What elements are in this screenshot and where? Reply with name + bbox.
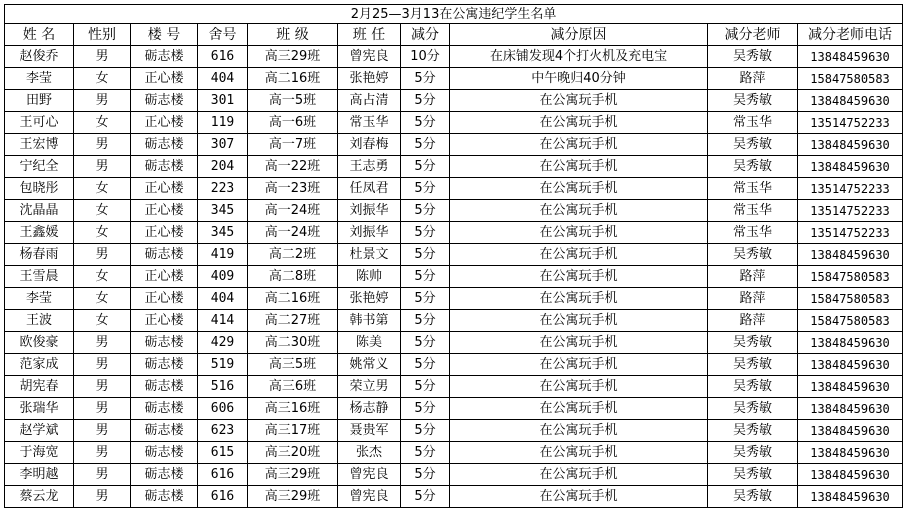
cell-gender: 女 <box>74 310 131 332</box>
cell-building: 砺志楼 <box>131 354 198 376</box>
cell-class: 高三5班 <box>248 354 338 376</box>
cell-gender: 女 <box>74 222 131 244</box>
cell-room: 345 <box>198 200 248 222</box>
table-row <box>5 420 903 442</box>
cell-room: 119 <box>198 112 248 134</box>
cell-deducting-teacher: 吴秀敏 <box>708 420 798 442</box>
cell-deducting-teacher: 吴秀敏 <box>708 464 798 486</box>
cell-teacher-phone: 13848459630 <box>798 354 903 376</box>
cell-head-teacher: 荣立男 <box>338 376 401 398</box>
cell-deducting-teacher: 吴秀敏 <box>708 442 798 464</box>
cell-building: 砺志楼 <box>131 398 198 420</box>
cell-head-teacher: 韩书第 <box>338 310 401 332</box>
cell-name: 胡宪春 <box>5 376 74 398</box>
cell-gender: 女 <box>74 288 131 310</box>
cell-gender: 男 <box>74 332 131 354</box>
cell-deducting-teacher: 吴秀敏 <box>708 90 798 112</box>
cell-gender: 男 <box>74 156 131 178</box>
cell-class: 高一24班 <box>248 200 338 222</box>
cell-head-teacher: 任凤君 <box>338 178 401 200</box>
cell-deduction: 5分 <box>401 288 450 310</box>
cell-building: 砺志楼 <box>131 442 198 464</box>
cell-deducting-teacher: 常玉华 <box>708 200 798 222</box>
cell-deducting-teacher: 吴秀敏 <box>708 398 798 420</box>
cell-name: 王可心 <box>5 112 74 134</box>
table-row <box>5 156 903 178</box>
cell-deducting-teacher: 路萍 <box>708 310 798 332</box>
cell-building: 正心楼 <box>131 310 198 332</box>
cell-building: 正心楼 <box>131 178 198 200</box>
cell-reason: 在公寓玩手机 <box>450 200 708 222</box>
cell-head-teacher: 张艳婷 <box>338 68 401 90</box>
cell-building: 砺志楼 <box>131 90 198 112</box>
cell-name: 赵俊乔 <box>5 46 74 68</box>
cell-teacher-phone: 13848459630 <box>798 332 903 354</box>
cell-building: 正心楼 <box>131 222 198 244</box>
cell-head-teacher: 王志勇 <box>338 156 401 178</box>
cell-teacher-phone: 15847580583 <box>798 68 903 90</box>
cell-teacher-phone: 13848459630 <box>798 134 903 156</box>
cell-name: 王雪晨 <box>5 266 74 288</box>
cell-gender: 男 <box>74 90 131 112</box>
cell-deducting-teacher: 吴秀敏 <box>708 376 798 398</box>
cell-reason: 在公寓玩手机 <box>450 354 708 376</box>
header-class: 班 级 <box>248 24 338 46</box>
cell-gender: 男 <box>74 354 131 376</box>
cell-deduction: 5分 <box>401 398 450 420</box>
cell-name: 包晓彤 <box>5 178 74 200</box>
cell-gender: 男 <box>74 442 131 464</box>
cell-deduction: 5分 <box>401 442 450 464</box>
header-gender: 性别 <box>74 24 131 46</box>
cell-class: 高三17班 <box>248 420 338 442</box>
cell-building: 砺志楼 <box>131 332 198 354</box>
cell-teacher-phone: 13848459630 <box>798 442 903 464</box>
table-row <box>5 442 903 464</box>
cell-class: 高一7班 <box>248 134 338 156</box>
cell-room: 409 <box>198 266 248 288</box>
header-head-teacher: 班 任 <box>338 24 401 46</box>
cell-building: 砺志楼 <box>131 486 198 508</box>
table-row <box>5 354 903 376</box>
cell-deduction: 5分 <box>401 156 450 178</box>
cell-class: 高一6班 <box>248 112 338 134</box>
cell-head-teacher: 聂贵军 <box>338 420 401 442</box>
cell-teacher-phone: 13848459630 <box>798 46 903 68</box>
violation-table <box>4 4 903 508</box>
cell-teacher-phone: 13848459630 <box>798 156 903 178</box>
cell-building: 砺志楼 <box>131 134 198 156</box>
cell-teacher-phone: 15847580583 <box>798 266 903 288</box>
cell-reason: 在公寓玩手机 <box>450 156 708 178</box>
cell-teacher-phone: 15847580583 <box>798 288 903 310</box>
table-row <box>5 178 903 200</box>
table-title: 2月25—3月13在公寓违纪学生名单 <box>5 5 903 24</box>
cell-class: 高二16班 <box>248 288 338 310</box>
cell-head-teacher: 张艳婷 <box>338 288 401 310</box>
cell-room: 307 <box>198 134 248 156</box>
table-row <box>5 46 903 68</box>
header-building: 楼 号 <box>131 24 198 46</box>
cell-deducting-teacher: 吴秀敏 <box>708 354 798 376</box>
table-row <box>5 464 903 486</box>
cell-building: 正心楼 <box>131 288 198 310</box>
cell-deduction: 5分 <box>401 464 450 486</box>
cell-building: 砺志楼 <box>131 156 198 178</box>
table-row <box>5 332 903 354</box>
cell-gender: 男 <box>74 244 131 266</box>
cell-deduction: 5分 <box>401 244 450 266</box>
table-row <box>5 310 903 332</box>
cell-reason: 中午晚归40分钟 <box>450 68 708 90</box>
cell-name: 李莹 <box>5 288 74 310</box>
cell-class: 高一24班 <box>248 222 338 244</box>
cell-reason: 在公寓玩手机 <box>450 310 708 332</box>
cell-class: 高三16班 <box>248 398 338 420</box>
cell-reason: 在公寓玩手机 <box>450 486 708 508</box>
cell-room: 623 <box>198 420 248 442</box>
table-row <box>5 134 903 156</box>
cell-deduction: 5分 <box>401 178 450 200</box>
cell-room: 616 <box>198 486 248 508</box>
cell-deduction: 5分 <box>401 310 450 332</box>
cell-head-teacher: 陈帅 <box>338 266 401 288</box>
cell-reason: 在公寓玩手机 <box>450 222 708 244</box>
cell-building: 砺志楼 <box>131 244 198 266</box>
cell-deduction: 5分 <box>401 112 450 134</box>
cell-reason: 在公寓玩手机 <box>450 90 708 112</box>
cell-deduction: 5分 <box>401 222 450 244</box>
cell-deduction: 5分 <box>401 200 450 222</box>
cell-reason: 在公寓玩手机 <box>450 442 708 464</box>
cell-class: 高二8班 <box>248 266 338 288</box>
header-name: 姓 名 <box>5 24 74 46</box>
cell-deducting-teacher: 吴秀敏 <box>708 332 798 354</box>
cell-reason: 在公寓玩手机 <box>450 464 708 486</box>
cell-class: 高三29班 <box>248 486 338 508</box>
cell-deducting-teacher: 吴秀敏 <box>708 46 798 68</box>
cell-building: 砺志楼 <box>131 464 198 486</box>
cell-gender: 男 <box>74 376 131 398</box>
table-row <box>5 90 903 112</box>
cell-class: 高二30班 <box>248 332 338 354</box>
table-row <box>5 376 903 398</box>
cell-teacher-phone: 13848459630 <box>798 398 903 420</box>
table-row <box>5 288 903 310</box>
cell-building: 砺志楼 <box>131 376 198 398</box>
cell-room: 404 <box>198 68 248 90</box>
cell-deducting-teacher: 路萍 <box>708 266 798 288</box>
header-row <box>5 24 903 46</box>
cell-building: 正心楼 <box>131 112 198 134</box>
cell-teacher-phone: 13848459630 <box>798 244 903 266</box>
cell-head-teacher: 张杰 <box>338 442 401 464</box>
cell-head-teacher: 刘振华 <box>338 200 401 222</box>
table-row <box>5 398 903 420</box>
cell-name: 蔡云龙 <box>5 486 74 508</box>
cell-head-teacher: 曾宪良 <box>338 46 401 68</box>
table-row <box>5 486 903 508</box>
table-row <box>5 222 903 244</box>
cell-room: 616 <box>198 464 248 486</box>
cell-reason: 在床铺发现4个打火机及充电宝 <box>450 46 708 68</box>
cell-name: 沈晶晶 <box>5 200 74 222</box>
cell-name: 王鑫媛 <box>5 222 74 244</box>
cell-deducting-teacher: 路萍 <box>708 288 798 310</box>
table-row <box>5 200 903 222</box>
cell-gender: 男 <box>74 398 131 420</box>
cell-name: 张瑞华 <box>5 398 74 420</box>
cell-gender: 男 <box>74 420 131 442</box>
cell-gender: 男 <box>74 486 131 508</box>
cell-room: 519 <box>198 354 248 376</box>
cell-gender: 男 <box>74 134 131 156</box>
cell-reason: 在公寓玩手机 <box>450 332 708 354</box>
cell-gender: 男 <box>74 464 131 486</box>
cell-room: 414 <box>198 310 248 332</box>
cell-name: 赵学斌 <box>5 420 74 442</box>
cell-deducting-teacher: 吴秀敏 <box>708 156 798 178</box>
cell-head-teacher: 姚常义 <box>338 354 401 376</box>
table-row <box>5 68 903 90</box>
cell-name: 范家成 <box>5 354 74 376</box>
cell-room: 223 <box>198 178 248 200</box>
cell-gender: 女 <box>74 68 131 90</box>
cell-deduction: 10分 <box>401 46 450 68</box>
header-teacher-phone: 减分老师电话 <box>798 24 903 46</box>
cell-head-teacher: 常玉华 <box>338 112 401 134</box>
cell-deduction: 5分 <box>401 420 450 442</box>
cell-gender: 女 <box>74 112 131 134</box>
cell-deducting-teacher: 路萍 <box>708 68 798 90</box>
cell-name: 李莹 <box>5 68 74 90</box>
cell-name: 于海宽 <box>5 442 74 464</box>
cell-class: 高二27班 <box>248 310 338 332</box>
cell-gender: 女 <box>74 178 131 200</box>
cell-head-teacher: 刘振华 <box>338 222 401 244</box>
cell-teacher-phone: 13514752233 <box>798 222 903 244</box>
cell-reason: 在公寓玩手机 <box>450 376 708 398</box>
cell-building: 正心楼 <box>131 266 198 288</box>
cell-room: 606 <box>198 398 248 420</box>
cell-reason: 在公寓玩手机 <box>450 134 708 156</box>
cell-class: 高三20班 <box>248 442 338 464</box>
cell-room: 615 <box>198 442 248 464</box>
cell-teacher-phone: 13848459630 <box>798 464 903 486</box>
cell-deducting-teacher: 常玉华 <box>708 178 798 200</box>
cell-class: 高二2班 <box>248 244 338 266</box>
cell-teacher-phone: 13514752233 <box>798 178 903 200</box>
cell-deduction: 5分 <box>401 486 450 508</box>
cell-gender: 男 <box>74 46 131 68</box>
cell-class: 高二16班 <box>248 68 338 90</box>
cell-deduction: 5分 <box>401 90 450 112</box>
cell-head-teacher: 高占清 <box>338 90 401 112</box>
cell-head-teacher: 杜景文 <box>338 244 401 266</box>
cell-deduction: 5分 <box>401 376 450 398</box>
cell-name: 杨春雨 <box>5 244 74 266</box>
cell-name: 李明越 <box>5 464 74 486</box>
cell-room: 419 <box>198 244 248 266</box>
cell-reason: 在公寓玩手机 <box>450 244 708 266</box>
spreadsheet <box>4 4 902 508</box>
cell-head-teacher: 陈美 <box>338 332 401 354</box>
cell-head-teacher: 刘春梅 <box>338 134 401 156</box>
cell-name: 欧俊豪 <box>5 332 74 354</box>
cell-teacher-phone: 13848459630 <box>798 486 903 508</box>
cell-deducting-teacher: 吴秀敏 <box>708 134 798 156</box>
cell-deducting-teacher: 吴秀敏 <box>708 486 798 508</box>
cell-reason: 在公寓玩手机 <box>450 266 708 288</box>
table-row <box>5 244 903 266</box>
cell-teacher-phone: 15847580583 <box>798 310 903 332</box>
cell-room: 204 <box>198 156 248 178</box>
cell-class: 高三29班 <box>248 464 338 486</box>
cell-teacher-phone: 13848459630 <box>798 90 903 112</box>
cell-teacher-phone: 13514752233 <box>798 112 903 134</box>
cell-name: 田野 <box>5 90 74 112</box>
cell-teacher-phone: 13848459630 <box>798 376 903 398</box>
cell-class: 高一5班 <box>248 90 338 112</box>
cell-deducting-teacher: 常玉华 <box>708 222 798 244</box>
cell-building: 正心楼 <box>131 68 198 90</box>
cell-building: 砺志楼 <box>131 420 198 442</box>
cell-deduction: 5分 <box>401 68 450 90</box>
cell-reason: 在公寓玩手机 <box>450 112 708 134</box>
cell-deduction: 5分 <box>401 354 450 376</box>
cell-room: 516 <box>198 376 248 398</box>
header-reason: 减分原因 <box>450 24 708 46</box>
cell-class: 高三29班 <box>248 46 338 68</box>
cell-head-teacher: 曾宪良 <box>338 486 401 508</box>
cell-gender: 女 <box>74 200 131 222</box>
cell-class: 高一22班 <box>248 156 338 178</box>
cell-reason: 在公寓玩手机 <box>450 398 708 420</box>
cell-room: 345 <box>198 222 248 244</box>
cell-building: 砺志楼 <box>131 46 198 68</box>
cell-name: 宁纪全 <box>5 156 74 178</box>
cell-teacher-phone: 13514752233 <box>798 200 903 222</box>
cell-teacher-phone: 13848459630 <box>798 420 903 442</box>
cell-deduction: 5分 <box>401 332 450 354</box>
cell-name: 王宏博 <box>5 134 74 156</box>
cell-room: 616 <box>198 46 248 68</box>
cell-name: 王波 <box>5 310 74 332</box>
cell-building: 正心楼 <box>131 200 198 222</box>
header-deduction: 减分 <box>401 24 450 46</box>
cell-deducting-teacher: 吴秀敏 <box>708 244 798 266</box>
header-room: 舍号 <box>198 24 248 46</box>
cell-class: 高三6班 <box>248 376 338 398</box>
cell-reason: 在公寓玩手机 <box>450 420 708 442</box>
cell-deduction: 5分 <box>401 266 450 288</box>
table-row <box>5 266 903 288</box>
cell-deducting-teacher: 常玉华 <box>708 112 798 134</box>
cell-head-teacher: 曾宪良 <box>338 464 401 486</box>
cell-deduction: 5分 <box>401 134 450 156</box>
header-deducting-teacher: 减分老师 <box>708 24 798 46</box>
cell-class: 高一23班 <box>248 178 338 200</box>
cell-reason: 在公寓玩手机 <box>450 178 708 200</box>
cell-room: 404 <box>198 288 248 310</box>
cell-head-teacher: 杨志静 <box>338 398 401 420</box>
cell-gender: 女 <box>74 266 131 288</box>
table-row <box>5 112 903 134</box>
cell-room: 429 <box>198 332 248 354</box>
cell-reason: 在公寓玩手机 <box>450 288 708 310</box>
cell-room: 301 <box>198 90 248 112</box>
